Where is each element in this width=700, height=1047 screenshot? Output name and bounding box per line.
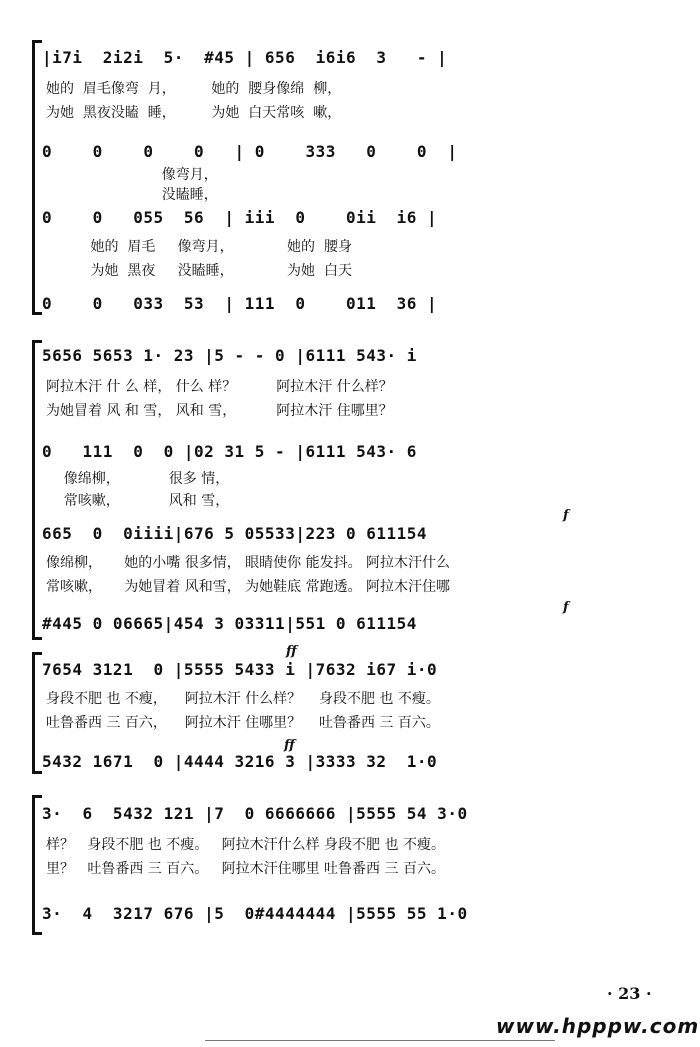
system-2-line-5: 像绵柳， 很多 情， bbox=[46, 471, 230, 487]
dynamic-mark: f bbox=[563, 600, 569, 615]
system-2-brace bbox=[32, 340, 35, 640]
dynamic-mark: ff bbox=[286, 644, 297, 659]
system-2-line-1: 5656 5653 1· 23 |5 - - 0 |6111 543· i bbox=[42, 346, 417, 365]
system-2-line-3: 为她冒着 风 和 雪， 风和 雪， 阿拉木汗 住哪里？ bbox=[46, 403, 393, 419]
system-2-line-7: 665 0 0iiii|676 5 05533|223 0 611154 bbox=[42, 524, 428, 543]
system-1-line-5: 像弯月， bbox=[46, 167, 218, 183]
system-4-brace bbox=[32, 795, 35, 935]
dynamic-mark: f bbox=[563, 508, 569, 523]
system-1-line-10: 0 0 033 53 | 111 0 011 36 | bbox=[42, 294, 438, 313]
system-2-line-10: #445 0 06665|454 3 03311|551 0 611154 bbox=[42, 614, 417, 633]
system-3-line-2: 身段不肥 也 不瘦， 阿拉木汗 什么样？ 身段不肥 也 不瘦。 bbox=[46, 691, 440, 707]
system-1-line-1: |i7i 2i2i 5· #45 | 656 i6i6 3 - | bbox=[42, 48, 448, 67]
system-2-line-4: 0 111 0 0 |02 31 5 - |6111 543· 6 bbox=[42, 442, 417, 461]
dynamic-mark: ff bbox=[284, 738, 295, 753]
system-4-line-1: 3· 6 5432 121 |7 0 6666666 |5555 54 3·0 bbox=[42, 804, 468, 823]
system-2-line-8: 像绵柳， 她的小嘴 很多情， 眼睛使你 能发抖。 阿拉木汗什么 bbox=[46, 555, 451, 571]
system-4-line-2: 样？ 身段不肥 也 不瘦。 阿拉木汗什么样 身段不肥 也 不瘦。 bbox=[46, 837, 445, 853]
system-4-line-3: 里？ 吐鲁番西 三 百六。 阿拉木汗住哪里 吐鲁番西 三 百六。 bbox=[46, 861, 445, 877]
system-1-line-7: 0 0 055 56 | iii 0 0ii i6 | bbox=[42, 208, 438, 227]
system-1-line-6: 没瞌睡， bbox=[46, 187, 218, 203]
system-1-line-2: 她的 眉毛像弯 月， 她的 腰身像绵 柳， bbox=[46, 81, 342, 97]
system-1-line-9: 为她 黑夜 没瞌睡， 为她 白天 bbox=[46, 263, 352, 279]
system-1-line-4: 0 0 0 0 | 0 333 0 0 | bbox=[42, 142, 458, 161]
system-4-line-4: 3· 4 3217 676 |5 0#4444444 |5555 55 1·0 bbox=[42, 904, 468, 923]
page-number: · 23 · bbox=[607, 984, 652, 1003]
watermark-url: www.hpppw.com bbox=[496, 1014, 700, 1038]
system-1-brace bbox=[32, 40, 35, 315]
system-2-line-6: 常咳嗽， 风和 雪， bbox=[46, 493, 230, 509]
system-2-line-9: 常咳嗽， 为她冒着 风和雪， 为她鞋底 常跑透。 阿拉木汗住哪 bbox=[46, 579, 451, 595]
system-3-brace bbox=[32, 652, 35, 774]
system-3-line-4: 5432 1671 0 |4444 3216 3 |3333 32 1·0 bbox=[42, 752, 438, 771]
system-3-line-1: 7654 3121 0 |5555 5433 i |7632 i67 i·0 bbox=[42, 660, 438, 679]
system-1-line-3: 为她 黑夜没瞌 睡， 为她 白天常咳 嗽， bbox=[46, 105, 342, 121]
bottom-rule bbox=[205, 1040, 555, 1041]
system-3-line-3: 吐鲁番西 三 百六， 阿拉木汗 住哪里？ 吐鲁番西 三 百六。 bbox=[46, 715, 440, 731]
system-2-line-2: 阿拉木汗 什 么 样， 什么 样？ 阿拉木汗 什么样？ bbox=[46, 379, 393, 395]
system-1-line-8: 她的 眉毛 像弯月， 她的 腰身 bbox=[46, 239, 352, 255]
